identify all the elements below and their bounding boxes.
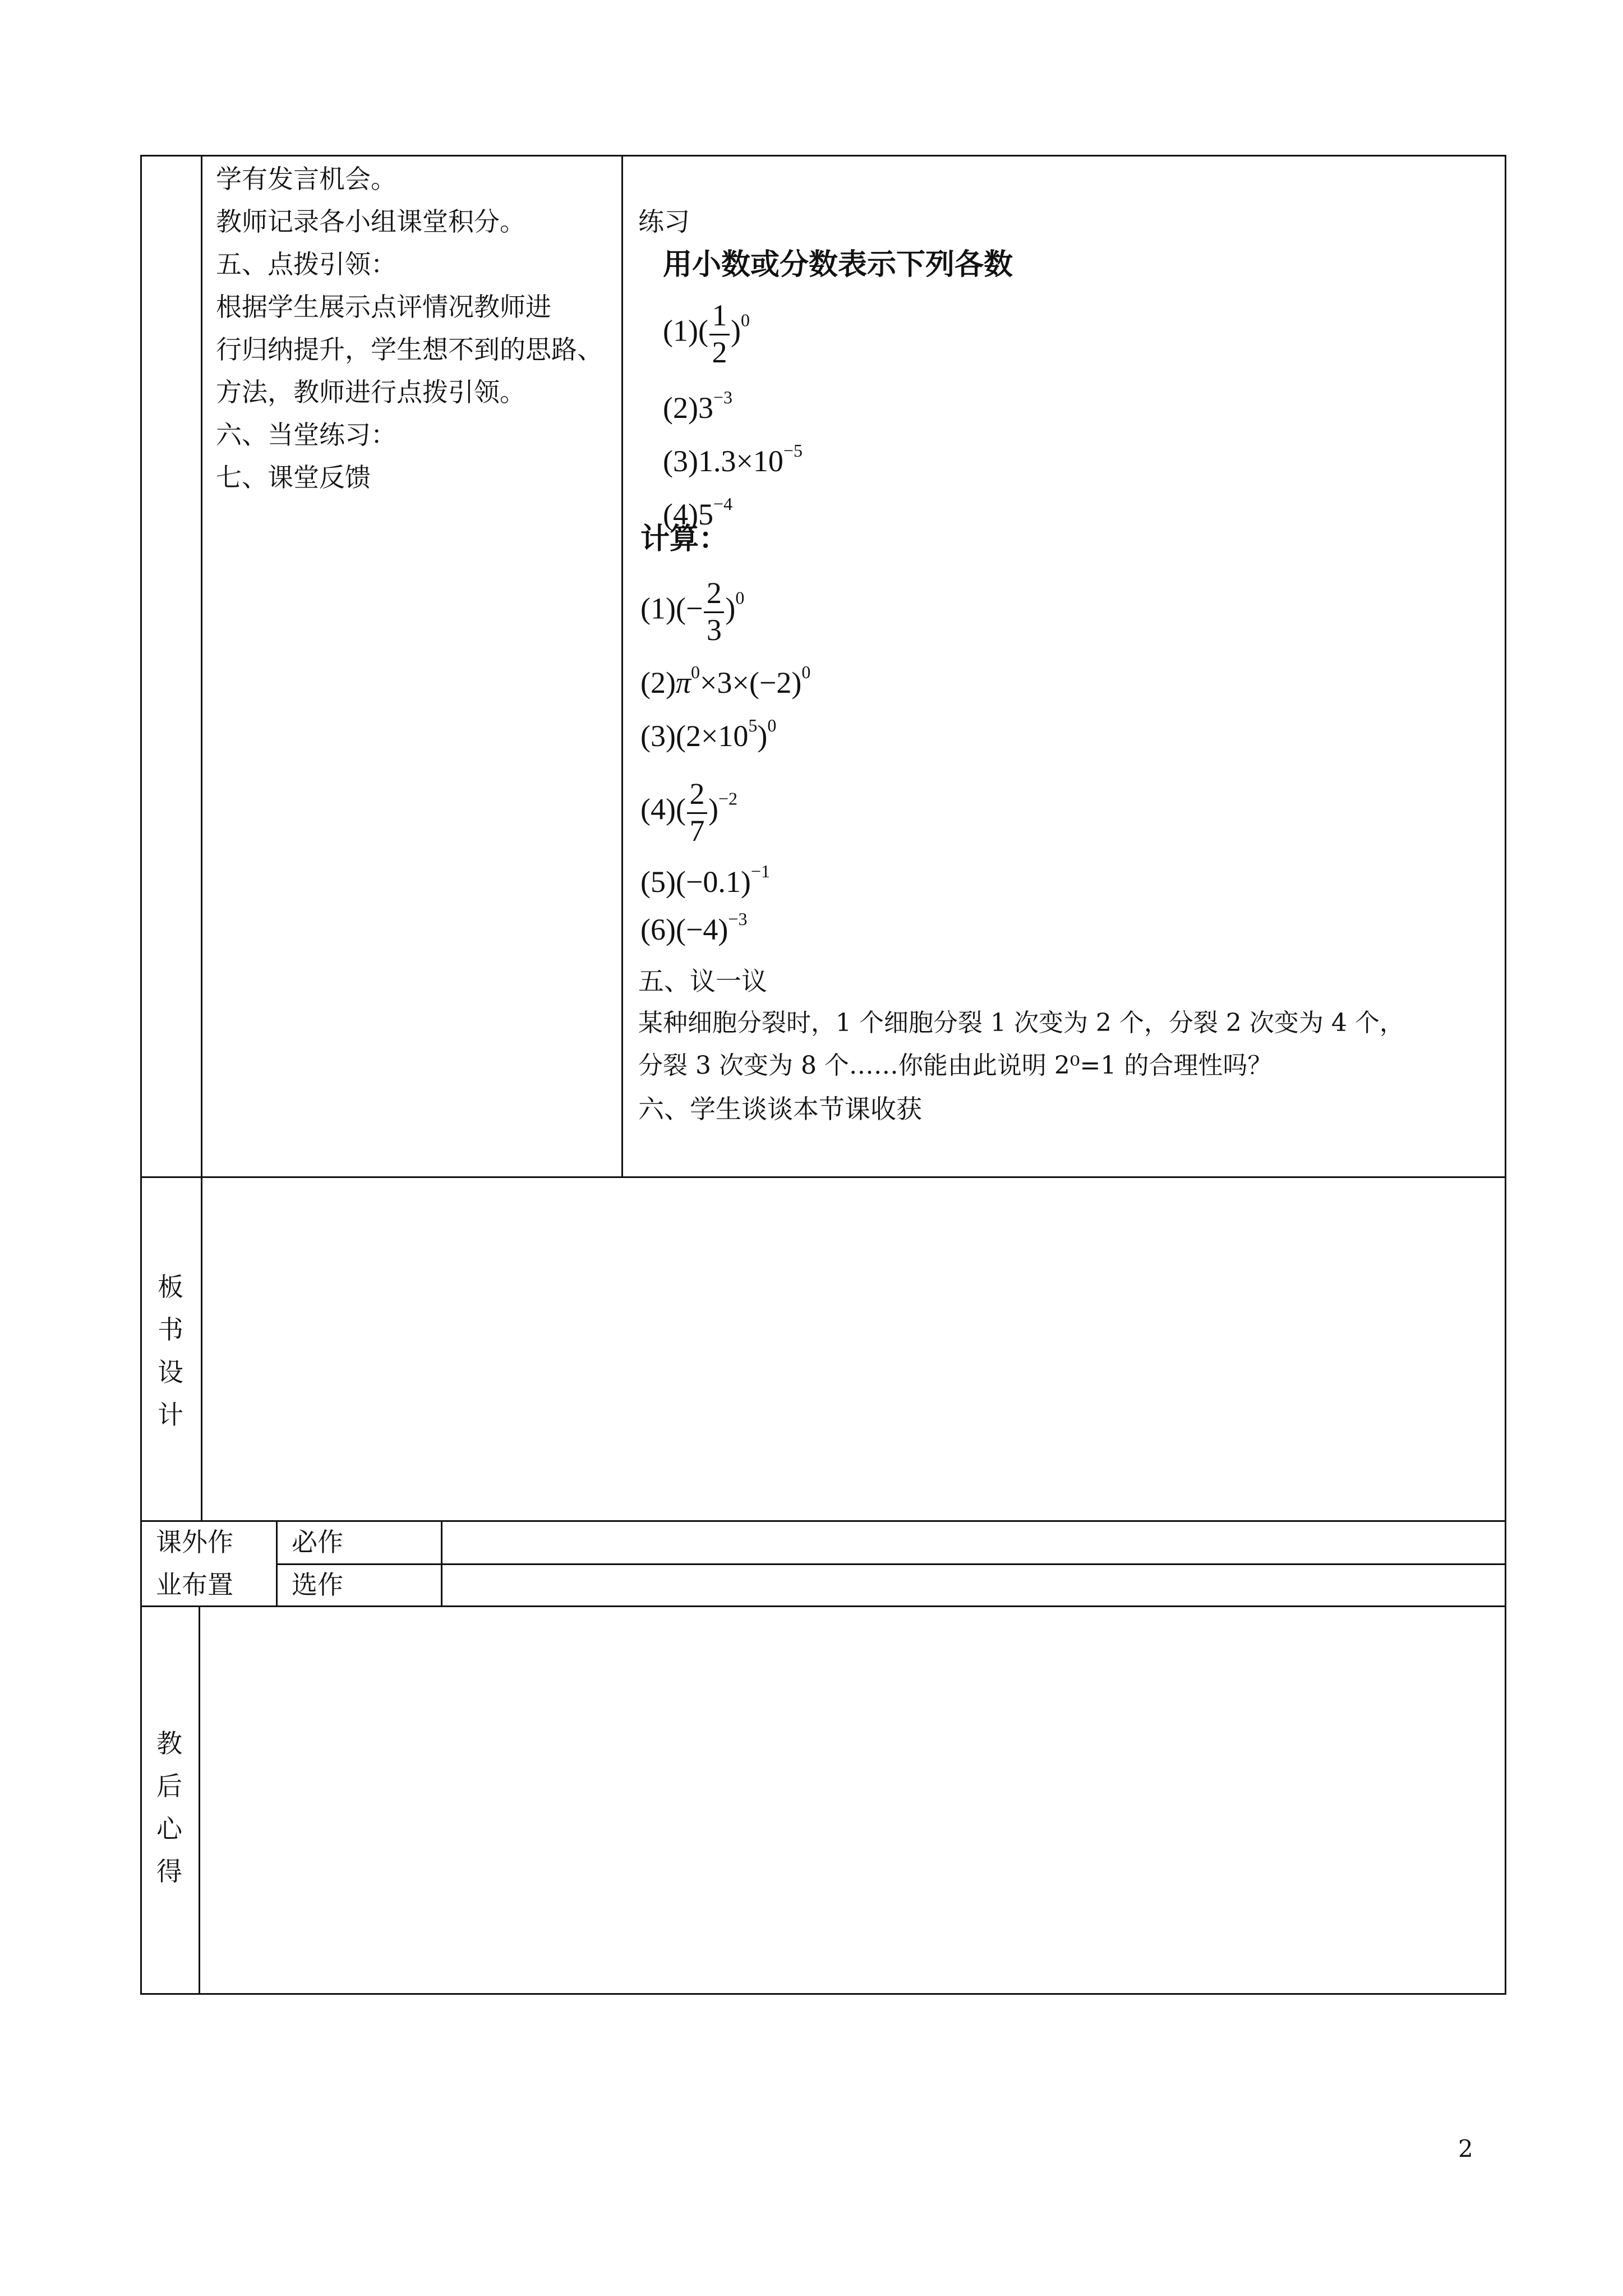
discuss-line-2: 分裂 3 次变为 8 个……你能由此说明 2⁰=1 的合理性吗？ (638, 1051, 1272, 1080)
reflection-label-char-3: 心 (156, 1814, 182, 1844)
calc-item-4: (4)( $\frac{2}{7}$ )$^{-2}$ (640, 777, 737, 848)
note-line-7: 六、当堂练习： (216, 420, 396, 450)
homework-label-line-2: 业布置 (156, 1570, 233, 1600)
note-line-1: 学有发言机会。 (216, 164, 396, 194)
board-label-char-1: 板 (158, 1272, 183, 1302)
reflection-label-char-1: 教 (156, 1728, 182, 1759)
divider-h-homework-mid (276, 1563, 1506, 1565)
table-border-left (140, 155, 142, 1995)
divider-h-reflection (140, 1605, 1506, 1607)
homework-required-label: 必作 (292, 1527, 343, 1557)
table-border-top (140, 155, 1506, 157)
divider-v-reflection (199, 1605, 200, 1995)
divider-h-homework (140, 1520, 1506, 1522)
practice-prompt: 用小数或分数表示下列各数 (663, 247, 1013, 282)
divider-v-content-col (621, 155, 623, 1178)
divider-h-board (140, 1176, 1506, 1178)
page-number: 2 (1458, 2135, 1473, 2162)
discuss-heading: 五、议一议 (638, 966, 767, 996)
discuss-line-1: 某种细胞分裂时，1 个细胞分裂 1 次变为 2 个，分裂 2 次变为 4 个， (638, 1009, 1404, 1037)
calc-heading: 计算： (640, 522, 728, 556)
calc-item-2: $(2)\pi^0\times 3\times(-2)^0$ (640, 662, 811, 700)
note-line-5: 行归纳提升，学生想不到的思路、 (216, 334, 603, 365)
practice-item-1: (1)( $\frac{1}{2}$ )$^0$ (663, 298, 750, 369)
calc-item-6: $(6)(-4)^{-3}$ (640, 909, 748, 946)
practice-item-4: $(4)5^{-4}$ (663, 494, 733, 531)
homework-optional-label: 选作 (292, 1570, 343, 1600)
practice-heading: 练习 (638, 206, 690, 237)
practice-item-3: $(3)1.3\times 10^{-5}$ (663, 440, 803, 478)
calc-item-1: (1)(− $\frac{2}{3}$ )$^0$ (640, 576, 745, 647)
board-label-char-4: 计 (158, 1400, 183, 1430)
reflection-label-char-4: 得 (156, 1856, 182, 1887)
divider-v-label-col (201, 155, 202, 1178)
homework-label-line-1: 课外作 (156, 1527, 233, 1557)
note-line-4: 根据学生展示点评情况教师进 (216, 292, 551, 322)
discuss-summary: 六、学生谈谈本节课收获 (638, 1094, 922, 1124)
reflection-label-char-2: 后 (156, 1771, 182, 1801)
table-border-bottom (140, 1993, 1506, 1995)
board-label-char-3: 设 (158, 1357, 183, 1387)
note-line-6: 方法，教师进行点拨引领。 (216, 377, 525, 407)
calc-item-3: $(3)(2\times 10^5)^0$ (640, 715, 777, 753)
board-label-char-2: 书 (158, 1314, 183, 1345)
note-line-8: 七、课堂反馈 (216, 462, 371, 493)
note-line-2: 教师记录各小组课堂积分。 (216, 206, 525, 237)
divider-v-board (201, 1176, 202, 1522)
calc-item-5: $(5)(-0.1)^{-1}$ (640, 861, 770, 899)
practice-item-2: $(2)3^{-3}$ (663, 387, 733, 425)
note-line-3: 五、点拨引领： (216, 249, 396, 279)
table-border-right (1505, 155, 1506, 1995)
